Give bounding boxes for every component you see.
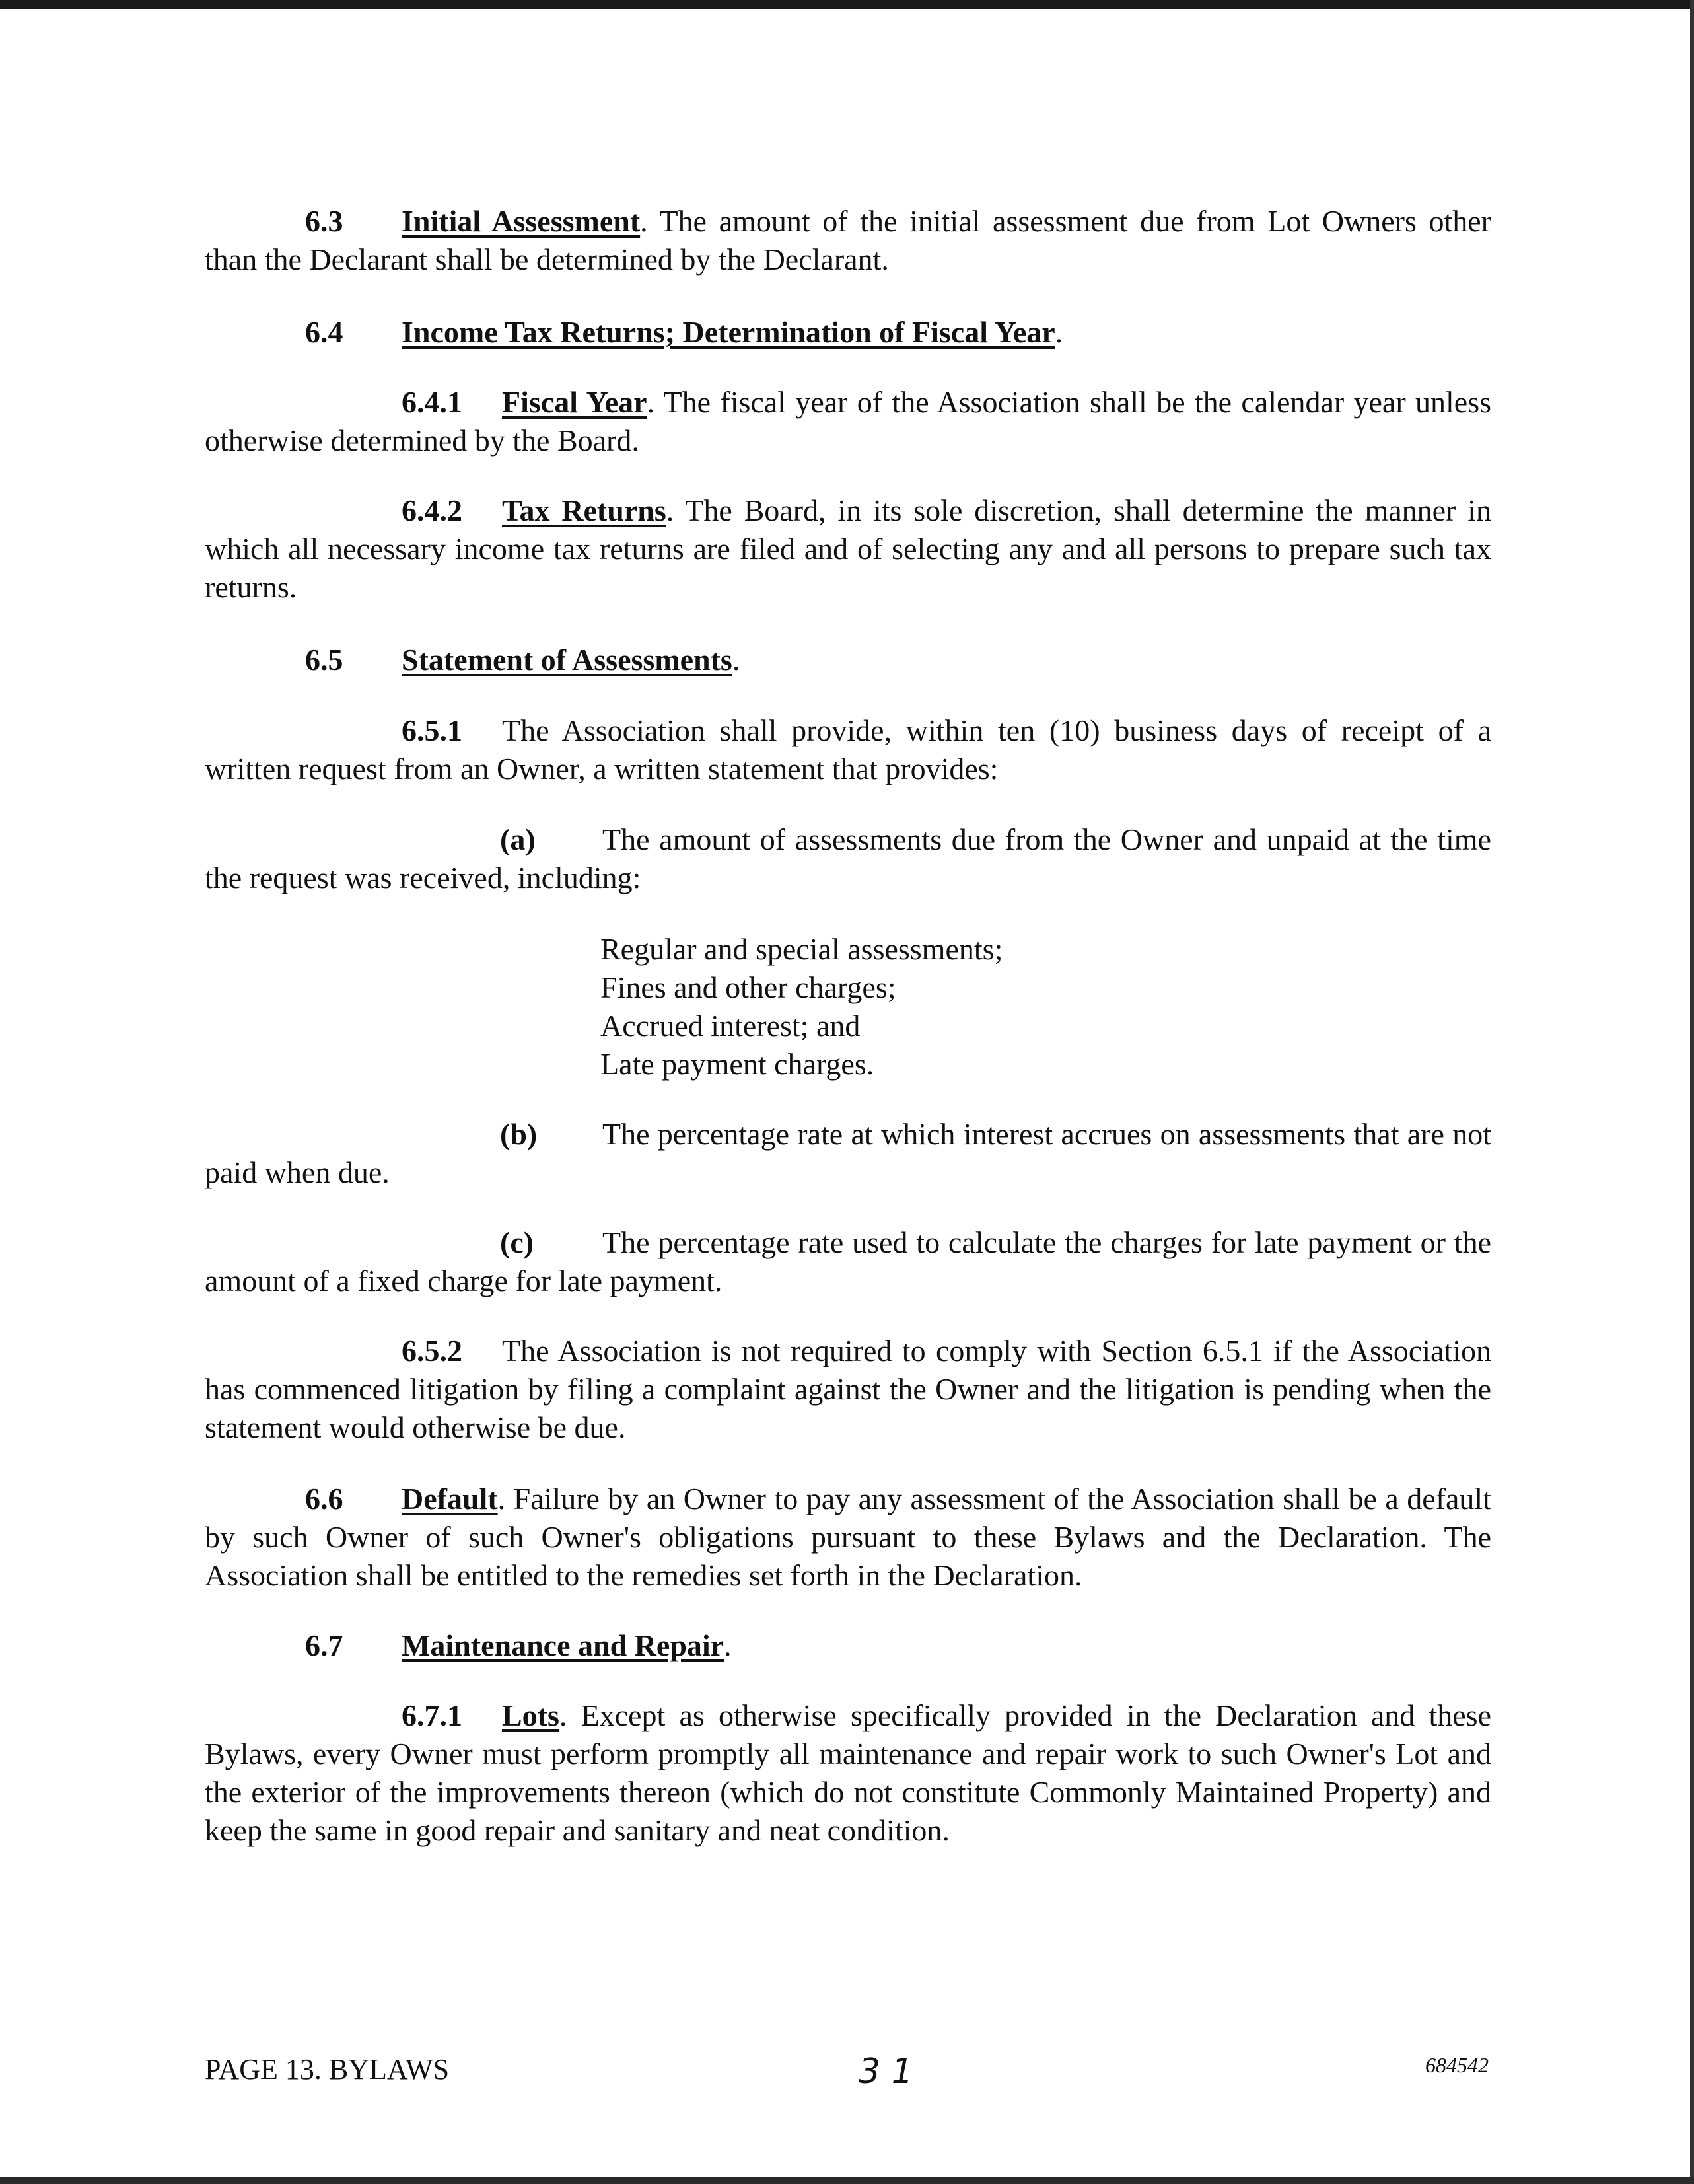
subsection-b xyxy=(205,1115,1491,1192)
section-tail: . xyxy=(1055,315,1063,349)
subsection-c xyxy=(205,1223,1491,1300)
list-item: Fines and other charges; xyxy=(600,970,896,1004)
section-title: Statement of Assessments xyxy=(402,643,732,676)
section-title: Maintenance and Repair xyxy=(402,1628,724,1662)
section-number: 6.4 xyxy=(305,315,343,349)
section-text: The Association is not required to comply with Section 6.5.1 if the Association has commenced litigation by filing a complaint against the Owner and the litigation is pending when the statement would otherwise be due. xyxy=(205,1334,1491,1444)
section-6-6 xyxy=(205,1480,1491,1595)
subsection-label: (b) xyxy=(500,1117,538,1151)
section-title: Lots xyxy=(502,1698,559,1732)
section-number: 6.4.1 xyxy=(402,385,462,419)
section-number: 6.5.1 xyxy=(402,713,462,747)
list-item: Regular and special assessments; xyxy=(600,932,1003,966)
section-6-7-heading xyxy=(205,1626,1491,1665)
section-tail: . xyxy=(732,643,740,676)
section-6-7-1 xyxy=(205,1696,1491,1850)
section-6-5-1 xyxy=(205,711,1491,788)
list-item: Late payment charges. xyxy=(600,1047,874,1081)
section-tail: . xyxy=(724,1628,732,1662)
section-number: 6.6 xyxy=(305,1482,343,1515)
section-6-5-heading xyxy=(205,641,1491,679)
scan-edge-right xyxy=(1690,0,1694,2184)
scan-edge-top xyxy=(0,0,1694,9)
document-number: 684542 xyxy=(1425,2053,1489,2077)
section-6-3 xyxy=(205,202,1491,279)
subsection-text: The amount of assessments due from the Owner and unpaid at the time the request was received, including: xyxy=(205,822,1491,894)
subsection-label: (c) xyxy=(500,1225,534,1259)
section-title: Fiscal Year xyxy=(502,385,647,419)
section-title: Tax Returns xyxy=(502,493,666,527)
section-text: . Failure by an Owner to pay any assessment of the Association shall be a default by such Owner of such Owner's obligations pursuant to these Bylaws and the Declaration. The Association shall be entitled to the remedies set forth in the Declaration. xyxy=(205,1482,1491,1592)
subsection-text: The percentage rate used to calculate the charges for late payment or the amount of a fixed charge for late payment. xyxy=(205,1225,1491,1297)
section-text: . The fiscal year of the Association shall be the calendar year unless otherwise determined by the Board. xyxy=(205,385,1491,457)
section-number: 6.5.2 xyxy=(402,1334,462,1367)
section-number: 6.7.1 xyxy=(402,1698,462,1732)
section-number: 6.5 xyxy=(305,643,343,676)
section-6-4-2 xyxy=(205,491,1491,606)
footer-page-label: PAGE 13. BYLAWS xyxy=(205,2053,450,2086)
list-item: Accrued interest; and xyxy=(600,1009,861,1042)
section-number: 6.3 xyxy=(305,204,343,238)
section-6-4-1 xyxy=(205,383,1491,460)
section-title: Initial Assessment xyxy=(402,204,641,238)
section-title: Default xyxy=(402,1482,498,1515)
handwritten-page-mark: 3 1 xyxy=(859,2052,913,2092)
section-6-4-heading xyxy=(205,313,1491,351)
subsection-a xyxy=(205,820,1491,897)
section-text: . The amount of the initial assessment due from Lot Owners other than the Declarant shall be determined by the Declarant. xyxy=(205,204,1492,276)
section-number: 6.4.2 xyxy=(402,493,462,527)
scan-edge-bottom xyxy=(0,2177,1694,2184)
section-text: . The Board, in its sole discretion, shall determine the manner in which all necessary income tax returns are filed and of selecting any and all persons to prepare such tax returns. xyxy=(205,493,1491,604)
subsection-label: (a) xyxy=(500,822,536,856)
section-number: 6.7 xyxy=(305,1628,343,1662)
section-6-5-2 xyxy=(205,1332,1491,1447)
assessment-items-list xyxy=(600,930,1003,1083)
subsection-text: The percentage rate at which interest accrues on assessments that are not paid when due. xyxy=(205,1117,1491,1189)
section-title: Income Tax Returns; Determination of Fiscal Year xyxy=(402,315,1055,349)
section-text: . Except as otherwise specifically provided in the Declaration and these Bylaws, every Owner must perform promptly all maintenance and repair work to such Owner's Lot and the exterior of the improvements thereon (which do not constitute Commonly Maintained Property) and keep the same in good repair and sanitary and neat condition. xyxy=(205,1698,1491,1847)
section-text: The Association shall provide, within ten (10) business days of receipt of a written request from an Owner, a written statement that provides: xyxy=(205,713,1491,785)
